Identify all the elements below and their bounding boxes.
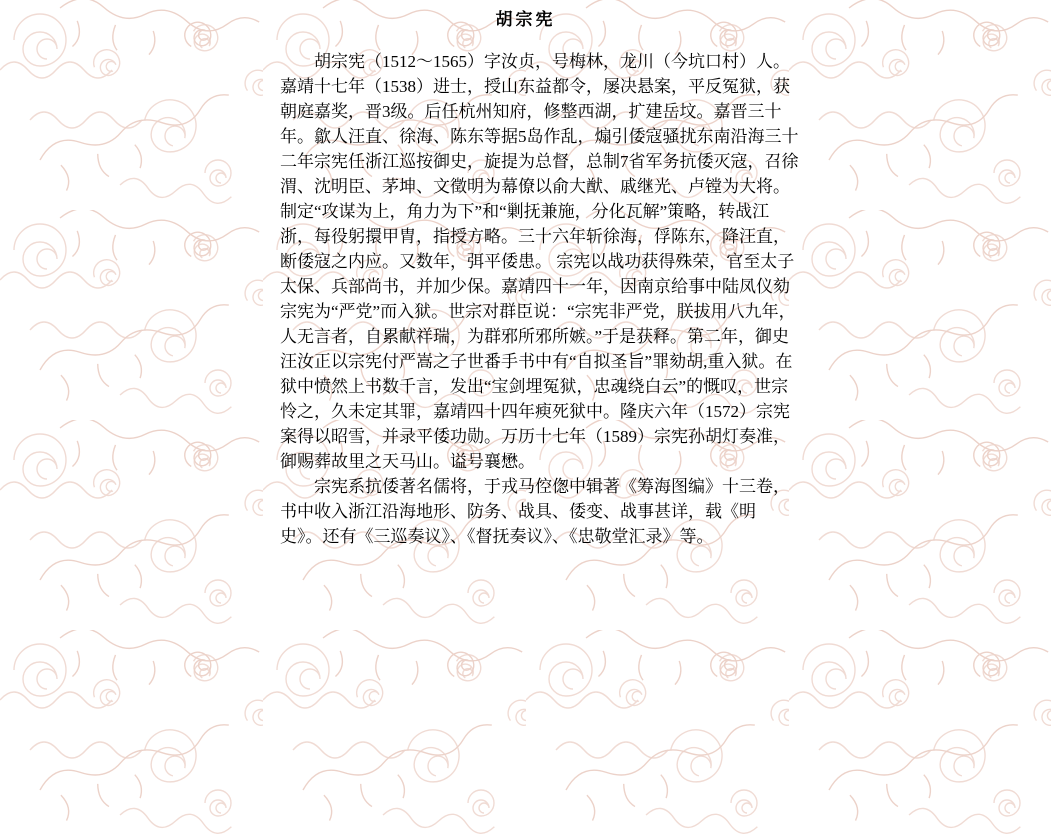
text-line: 断倭寇之内应。又数年，弭平倭患。 宗宪以战功获得殊荣，官至太子: [280, 252, 795, 271]
text-line: 渭、沈明臣、茅坤、文徵明为幕僚以俞大猷、戚继光、卢镗为大将。: [280, 177, 790, 196]
text-line: 朝庭嘉奖，晋3级。后任杭州知府，修整西湖，扩建岳坟。嘉晋三十: [280, 102, 782, 121]
paragraph-2: [280, 474, 800, 549]
text-line: 人无言者，自累献祥瑞，为群邪所邪所嫉。”于是获释。第二年，御史: [280, 327, 790, 346]
text-line: 案得以昭雪，并录平倭功勋。万历十七年（1589）宗宪孙胡灯奏准，: [280, 427, 790, 446]
text-line: 年。歙人汪直、徐海、陈东等据5岛作乱，煽引倭寇骚扰东南沿海三十: [280, 127, 799, 146]
text-line: 胡宗宪（1512～1565）字汝贞，号梅林，龙川（今坑口村）人。: [280, 52, 790, 71]
text-line: 史》。还有《三巡奏议》、《督抚奏议》、《忠敬堂汇录》等。: [280, 527, 714, 546]
text-line: 宗宪为“严党”而入狱。世宗对群臣说：“宗宪非严党，朕拔用八九年，: [280, 302, 796, 321]
page-title: 胡宗宪: [495, 10, 556, 29]
paragraph-1: [280, 49, 800, 474]
text-line: 嘉靖十七年（1538）进士，授山东益都令，屡决悬案，平反冤狱，获: [280, 77, 790, 96]
text-line: 汪汝正以宗宪付严嵩之子世番手书中有“自拟圣旨”罪劾胡,重入狱。在: [280, 352, 793, 371]
text-line: 御赐葬故里之天马山。谥号襄懋。: [280, 452, 535, 471]
text-line: 宗宪系抗倭著名儒将，于戎马倥偬中辑著《筹海图编》十三卷，: [280, 477, 790, 496]
text-line: 二年宗宪任浙江巡按御史，旋提为总督，总制7省军务抗倭灭寇，召徐: [280, 152, 799, 171]
text-line: 太保、兵部尚书，并加少保。嘉靖四十一年，因南京给事中陆凤仪劾: [280, 277, 790, 296]
text-line: 书中收入浙江沿海地形、防务、战具、倭变、战事甚详，载《明: [280, 502, 756, 521]
text-line: 浙，每役躬擐甲胄，指授方略。三十六年斩徐海，俘陈东，降汪直，: [280, 227, 790, 246]
text-line: 制定“攻谋为上，角力为下”和“剿抚兼施，分化瓦解”策略，转战江: [280, 202, 770, 221]
text-line: 怜之，久未定其罪，嘉靖四十四年瘐死狱中。隆庆六年（1572）宗宪: [280, 402, 790, 421]
text-line: 狱中愤然上书数千言，发出“宝剑埋冤狱，忠魂绕白云”的慨叹，世宗: [280, 377, 789, 396]
document-body: [280, 49, 800, 549]
